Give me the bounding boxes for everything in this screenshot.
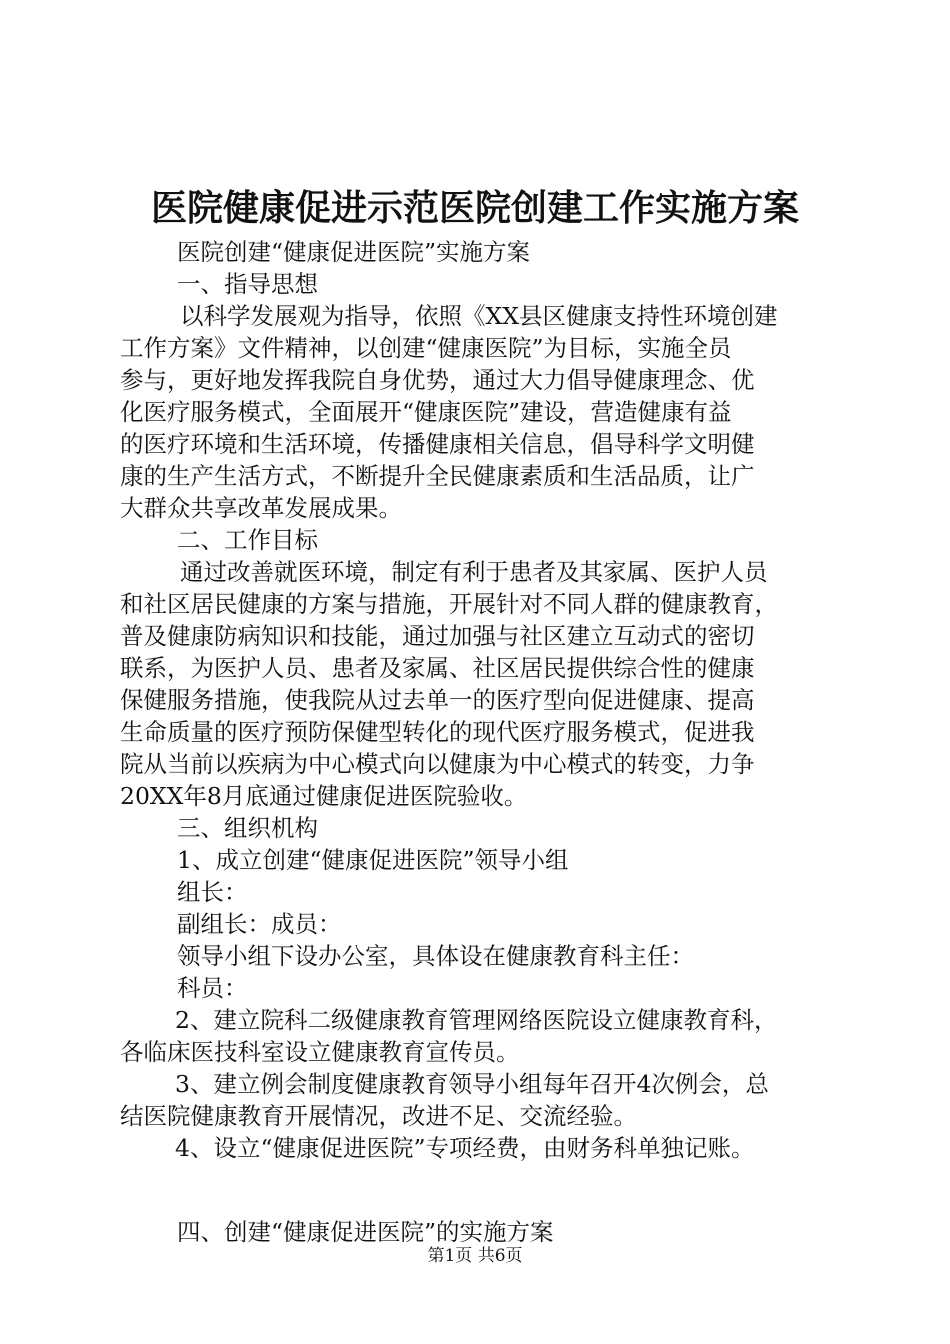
list-item: 4、设立“健康促进医院”专项经费，由财务科单独记账。 <box>175 1134 755 1162</box>
paragraph-line: 生命质量的医疗预防保健型转化的现代医疗服务模式，促进我 <box>120 718 755 746</box>
paragraph-line: 联系，为医护人员、患者及家属、社区居民提供综合性的健康 <box>120 654 755 682</box>
paragraph-line: 通过改善就医环境，制定有利于患者及其家属、医护人员 <box>180 558 768 586</box>
paragraph-line: 康的生产生活方式，不断提升全民健康素质和生活品质，让广 <box>120 462 755 490</box>
paragraph-line: 化医疗服务模式，全面展开“健康医院”建设，营造健康有益 <box>120 398 732 426</box>
list-item: 科员： <box>177 974 248 1002</box>
subtitle: 医院创建“健康促进医院”实施方案 <box>177 238 531 266</box>
paragraph-line: 的医疗环境和生活环境，传播健康相关信息，倡导科学文明健 <box>120 430 755 458</box>
document-title: 医院健康促进示范医院创建工作实施方案 <box>150 187 799 229</box>
paragraph-line: 保健服务措施，使我院从过去单一的医疗型向促进健康、提高 <box>120 686 755 714</box>
section-heading-4: 四、创建“健康促进医院”的实施方案 <box>177 1218 554 1246</box>
list-item: 1、成立创建“健康促进医院”领导小组 <box>177 846 569 874</box>
paragraph-line: 参与，更好地发挥我院自身优势，通过大力倡导健康理念、优 <box>120 366 755 394</box>
paragraph-line: 和社区居民健康的方案与措施，开展针对不同人群的健康教育， <box>120 590 778 618</box>
blank-line <box>120 1164 832 1216</box>
section-heading-1: 一、指导思想 <box>177 270 318 298</box>
list-item: 副组长：成员： <box>177 910 342 938</box>
page-footer: 第1页 共6页 <box>427 1246 523 1266</box>
list-item: 领导小组下设办公室，具体设在健康教育科主任： <box>177 942 694 970</box>
section-heading-2: 二、工作目标 <box>177 526 318 554</box>
paragraph-line: 各临床医技科室设立健康教育宣传员。 <box>120 1038 520 1066</box>
list-item: 3、建立例会制度健康教育领导小组每年召开4次例会，总 <box>175 1070 769 1098</box>
document-body <box>120 236 832 1248</box>
list-item: 组长： <box>177 878 248 906</box>
paragraph-line: 结医院健康教育开展情况，改进不足、交流经验。 <box>120 1102 637 1130</box>
paragraph-line: 工作方案》文件精神，以创建“健康医院”为目标，实施全员 <box>120 334 732 362</box>
paragraph-line: 大群众共享改革发展成果。 <box>120 494 402 522</box>
paragraph-line: 普及健康防病知识和技能，通过加强与社区建立互动式的密切 <box>120 622 755 650</box>
section-heading-3: 三、组织机构 <box>177 814 318 842</box>
paragraph-line: 院从当前以疾病为中心模式向以健康为中心模式的转变，力争 <box>120 750 755 778</box>
list-item: 2、建立院科二级健康教育管理网络医院设立健康教育科， <box>175 1006 778 1034</box>
paragraph-line: 20XX年8月底通过健康促进医院验收。 <box>120 782 528 810</box>
paragraph-line: 以科学发展观为指导，依照《XX县区健康支持性环境创建 <box>180 302 778 330</box>
